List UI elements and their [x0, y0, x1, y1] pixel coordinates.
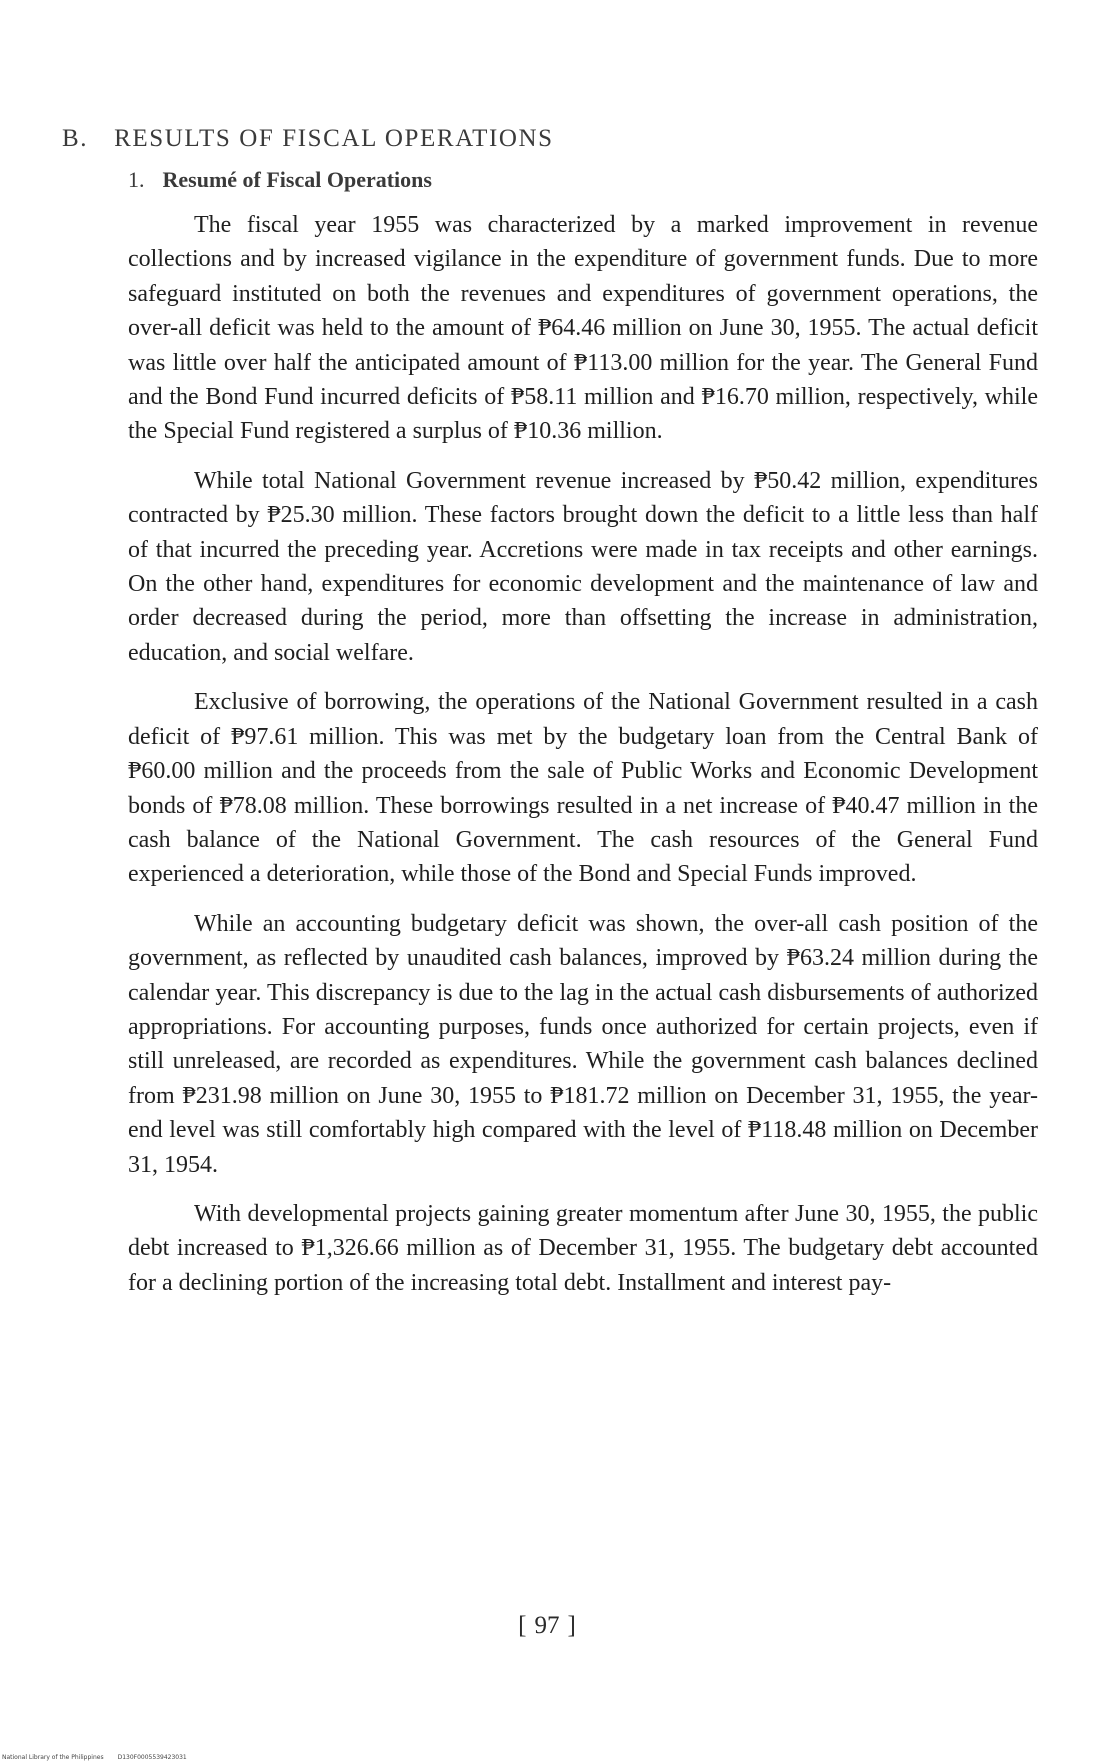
- footer-watermark: [2, 1754, 201, 1761]
- footer-library: National Library of the Philippines: [2, 1754, 104, 1761]
- paragraph-4: While an accounting budgetary deficit was shown, the over-all cash position of the government, as reflected by unaudited cash balances, improved by ₱63.24 million during the calendar year. This discrepancy is due to the lag in the actual cash disbursements of authorized appropriations. For accounting purposes, funds once authorized for certain projects, even if still unreleased, are recorded as expenditures. While the government cash balances declined from ₱231.98 million on June 30, 1955 to ₱181.72 million on December 31, 1955, the year-end level was still comfortably high compared with the level of ₱118.48 million on December 31, 1954.: [128, 910, 1038, 1178]
- section-letter: B.: [62, 125, 89, 152]
- page-number-value: 97: [534, 1612, 560, 1639]
- paragraph-5: With developmental projects gaining greater momentum after June 30, 1955, the public debt increased to ₱1,326.66 million as of December 31, 1955. The budgetary debt accounted for a declining portion of the increasing total debt. Installment and interest pay-: [128, 1200, 1038, 1296]
- page-number: [ 97 ]: [518, 1612, 576, 1639]
- subsection-heading: [128, 167, 432, 193]
- section-title: RESULTS OF FISCAL OPERATIONS: [114, 125, 554, 152]
- paragraph-1: The fiscal year 1955 was characterized by a marked improvement in revenue collections and by increased vigilance in the expenditure of government funds. Due to more safeguard instituted on both the revenues and expenditures of government operations, the over-all deficit was held to the amount of ₱64.46 million on June 30, 1955. The actual deficit was little over half the anticipated amount of ₱113.00 million for the year. The General Fund and the Bond Fund incurred deficits of ₱58.11 million and ₱16.70 million, respectively, while the Special Fund registered a surplus of ₱10.36 million.: [128, 212, 1038, 445]
- footer-code: D130F0005539423031: [117, 1754, 187, 1761]
- paragraph-2: While total National Government revenue increased by ₱50.42 million, expenditures contracted by ₱25.30 million. These factors brought down the deficit to a little less than half of that incurred the preceding year. Accretions were made in tax receipts and other earnings. On the other hand, expenditures for economic development and the maintenance of law and order decreased during the period, more than offsetting the increase in administration, education, and social welfare.: [128, 467, 1038, 666]
- subsection-number: 1.: [128, 167, 145, 192]
- body-text: [128, 208, 1038, 1315]
- section-heading: [62, 125, 554, 153]
- paragraph-3: Exclusive of borrowing, the operations of the National Government resulted in a cash deficit of ₱97.61 million. This was met by the budgetary loan from the Central Bank of ₱60.00 million and the proceeds from the sale of Public Works and Economic Development bonds of ₱78.08 million. These borrowings resulted in a net increase of ₱40.47 million in the cash balance of the National Government. The cash resources of the General Fund experienced a deterioration, while those of the Bond and Special Funds improved.: [128, 689, 1038, 888]
- subsection-title: Resumé of Fiscal Operations: [162, 167, 432, 192]
